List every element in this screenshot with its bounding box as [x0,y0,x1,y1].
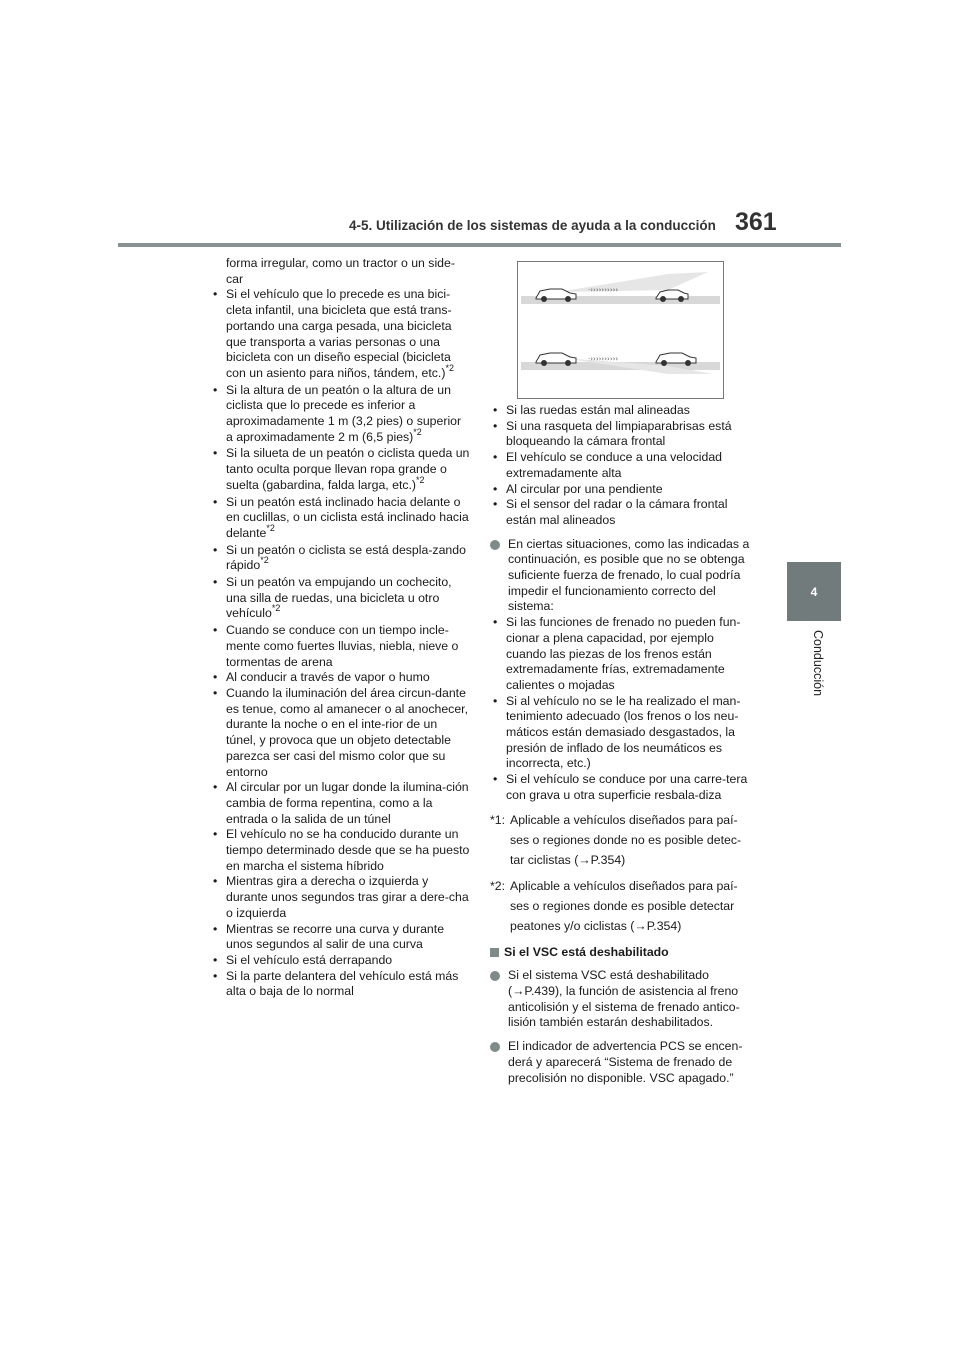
misalignment-illustration [517,261,724,399]
list-item: • El vehículo se conduce a una velocidad extremadamente alta [490,450,752,481]
circle-paragraph: En ciertas situaciones, como las indicadas a continuación, es posible que no se obtenga suficiente fuerza de frenado, lo cual podría impedir el funcionamiento correcto del sistema: [490,537,752,616]
footnote-mark: *1: [490,812,506,827]
chapter-label: Conducción [811,630,825,697]
page-number: 361 [735,208,777,236]
list-item: • Cuando la iluminación del área circun-dante es tenue, como al amanecer o al anochecer, durante la noche o en el inte-rior de un túnel, y provoca que un objeto detectable parezca ser casi del mismo color que su entorno [210,686,470,780]
list-item: • Si el sensor del radar o la cámara frontal están mal alineados [490,497,752,528]
list-item: • Al circular por un lugar donde la ilumina-ción cambia de forma repentina, como a la entrada o la salida de un túnel [210,780,470,827]
list-item: • Si la altura de un peatón o la altura de un ciclista que lo precede es inferior a aproximadamente 1 m (3,2 pies) o superior a aproximadamente 2 m (6,5 pies)$^{*2}$ [210,383,470,447]
list-item: • Si un peatón o ciclista se está despla-zando rápido$^{*2}$ [210,543,470,575]
list-item: • Si las ruedas están mal alineadas [490,403,752,419]
list-item: • El vehículo no se ha conducido durante un tiempo determinado desde que se ha puesto en marcha el sistema híbrido [210,827,470,874]
list-item: • Si al vehículo no se le ha realizado el man-tenimiento adecuado (los frenos o los neu-máticos están demasiado desgastados, la presión de inflado de los neumáticos es incorrecta, etc.) [490,694,752,773]
list-item: • Si el vehículo está derrapando [210,953,470,969]
list-item: • Mientras gira a derecha o izquierda y durante unos segundos tras girar a dere-cha o izquierda [210,874,470,921]
continued-text-line-2: car [226,271,244,286]
left-column [210,256,470,1000]
list-item: • Cuando se conduce con un tiempo incle-mente como fuertes lluvias, niebla, nieve o tormentas de arena [210,623,470,670]
section-heading: Si el VSC está deshabilitado [490,945,752,961]
chapter-number: 4 [810,584,818,599]
list-item: • Mientras se recorre una curva y durante unos segundos al salir de una curva [210,922,470,953]
illustration-svg [518,262,723,398]
list-item: • Si la parte delantera del vehículo está más alta o baja de lo normal [210,969,470,1000]
list-item: • Al circular por una pendiente [490,482,752,498]
list-item: • Si las funciones de frenado no pueden fun-cionar a plena capacidad, por ejemplo cuando las piezas de los frenos están extremadamente frías, extremadamente calientes o mojadas [490,615,752,694]
footnote-ref: *2 [413,426,422,437]
square-bullet-icon [490,948,499,957]
chapter-tab [787,562,841,621]
circle-bullet-icon [490,971,500,981]
list-item: • Si la silueta de un peatón o ciclista queda un tanto oculta porque llevan ropa grande o suelta (gabardina, falda larga, etc.)$^{*2}$ [210,446,470,494]
footnote: *1: Aplicable a vehículos diseñados para paí-ses o regiones donde no es posible detec-tar ciclistas (→P.354) [490,810,752,870]
footnote-ref: *2 [260,555,269,566]
list-item: • Al conducir a través de vapor o humo [210,670,470,686]
list-item: • Si el vehículo que lo precede es una bici-cleta infantil, una bicicleta que está trans-portando una carga pesada, una bicicleta que transporta a varias personas o una bicicleta con un diseño especial (bicicleta con un asiento para niños, tándem, etc.)$^{*2}$ [210,287,470,382]
footnote-ref: *2 [416,474,425,485]
circle-bullet-icon [490,1042,500,1052]
footnote-ref: *2 [445,362,454,373]
radar-beam-top [558,272,708,292]
header-divider [118,243,841,247]
list-item: • Si un peatón va empujando un cochecito, una silla de ruedas, una bicicleta u otro vehículo$^{*2}$ [210,575,470,623]
right-column [490,403,752,1086]
radar-arrows-bottom: ·›››››››››› [588,355,619,363]
circle-bullet-icon [490,540,500,550]
continued-text-line-1: forma irregular, como un tractor o un side- [226,256,455,270]
footnote-ref: *2 [271,603,281,614]
section-header-title: 4-5. Utilización de los sistemas de ayuda a la conducción [349,218,716,233]
list-item: • Si el vehículo se conduce por una carre-tera con grava u otra superficie resbala-diza [490,772,752,803]
footnote: *2: Aplicable a vehículos diseñados para paí-ses o regiones donde es posible detectar peatones y/o ciclistas (→P.354) [490,876,752,936]
footnote-mark: *2: [490,878,506,893]
circle-paragraph: Si el sistema VSC está deshabilitado (→P.439), la función de asistencia al freno anticolisión y el sistema de frenado antico-lisión también estarán deshabilitados. [490,968,752,1031]
radar-arrows-top: ·›››››››››› [588,286,619,294]
circle-paragraph: El indicador de advertencia PCS se encen-derá y aparecerá “Sistema de frenado de precolisión no disponible. VSC apagado.” [490,1039,752,1086]
list-item: • Si un peatón está inclinado hacia delante o en cuclillas, o un ciclista está inclinado hacia delante$^{*2}$ [210,495,470,543]
list-item: • Si una rasqueta del limpiaparabrisas está bloqueando la cámara frontal [490,419,752,450]
footnote-ref: *2 [266,522,275,533]
